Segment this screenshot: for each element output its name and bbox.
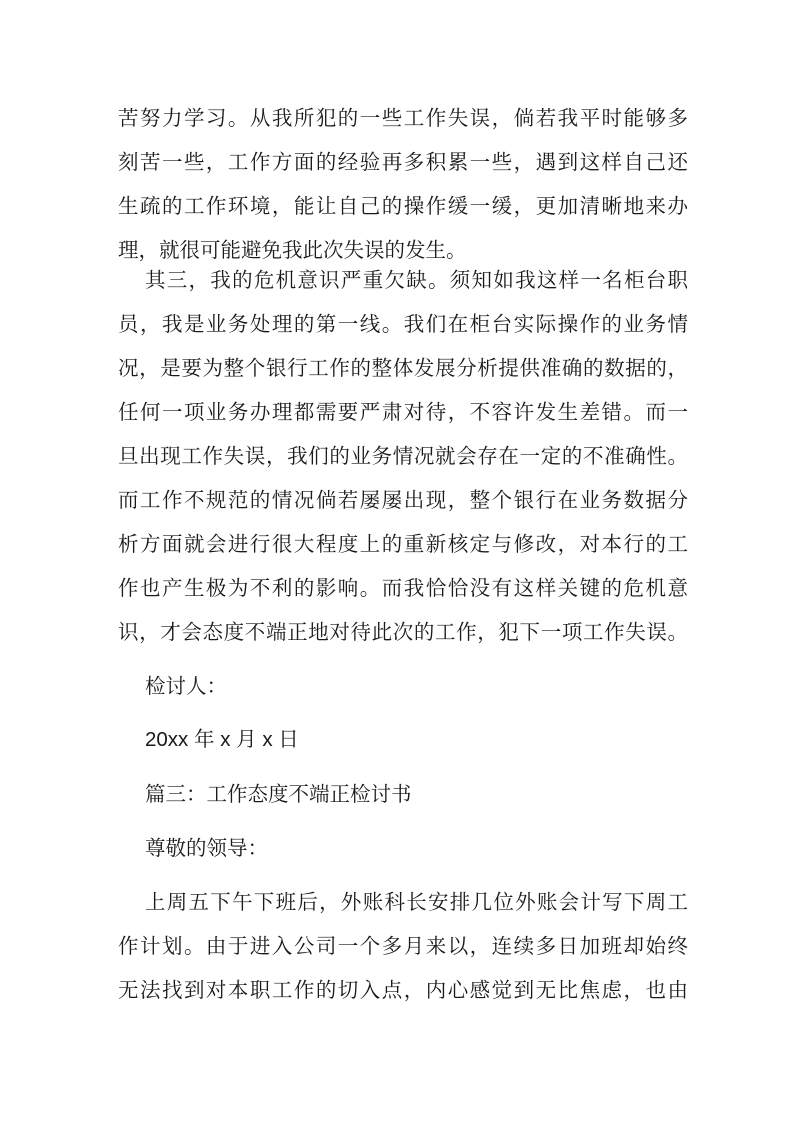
paragraph-line: 理，就很可能避免我此次失误的发生。 [118,238,467,262]
paragraph-line: 况，是要为整个银行工作的整体发展分析提供准确的数据的， [118,356,688,380]
paragraph-line: 生疏的工作环境，能让自己的操作缓一缓，更加清晰地来办 [118,194,688,218]
paragraph-line: 苦努力学习。从我所犯的一些工作失误，倘若我平时能够多 [118,106,688,130]
paragraph-3 [118,880,688,1012]
paragraph-line: 而工作不规范的情况倘若屡屡出现，整个银行在业务数据分 [118,488,688,512]
paragraph-line: 析方面就会进行很大程度上的重新核定与修改，对本行的工 [118,532,688,556]
paragraph-line: 员，我是业务处理的第一线。我们在柜台实际操作的业务情 [118,312,688,336]
paragraph-line: 无法找到对本职工作的切入点，内心感觉到无比焦虑，也由 [118,978,688,1002]
paragraph-line: 其三，我的危机意识严重欠缺。须知如我这样一名柜台职 [145,268,688,292]
paragraph-line: 刻苦一些，工作方面的经验再多积累一些，遇到这样自己还 [118,150,688,174]
paragraph-1 [118,96,688,272]
paragraph-line: 作也产生极为不利的影响。而我恰恰没有这样关键的危机意 [118,576,688,600]
paragraph-line: 旦出现工作失误，我们的业务情况就会存在一定的不准确性。 [118,444,688,468]
date-line: 20xx 年 x 月 x 日 [145,728,299,751]
paragraph-line: 识，才会态度不端正地对待此次的工作，犯下一项工作失误。 [118,620,688,644]
paragraph-line: 上周五下午下班后，外账科长安排几位外账会计写下周工 [145,890,688,914]
section-title: 篇三：工作态度不端正检讨书 [145,782,412,806]
salutation: 尊敬的领导： [145,836,268,860]
paragraph-2 [118,258,688,654]
paragraph-line: 作计划。由于进入公司一个多月来以，连续多日加班却始终 [118,934,688,958]
signature-label: 检讨人： [145,674,227,698]
paragraph-line: 任何一项业务办理都需要严肃对待，不容许发生差错。而一 [118,400,688,424]
